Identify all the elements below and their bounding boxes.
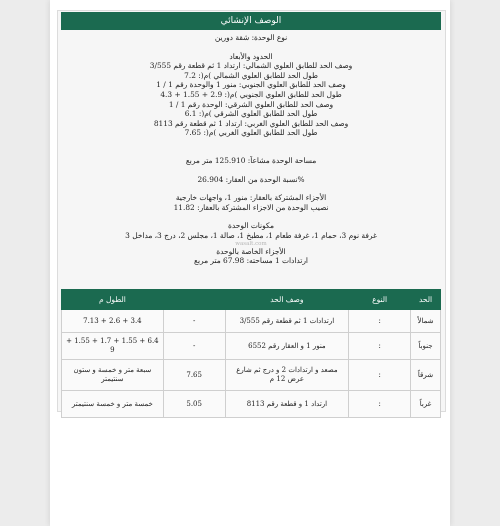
length-cell: 6.4 + 1.55 + 1.7 + 1.55 + 9 — [62, 333, 164, 360]
unit-type-line: نوع الوحدة: شقة دورين — [214, 33, 288, 42]
spacer — [61, 147, 441, 156]
private-parts-line: ارتدادات 1 مساحته: 67.98 متر مربع — [194, 256, 308, 266]
common-parts-line: الأجزاء المشتركة بالعقار: منور 1، واجهات خارجية — [175, 193, 327, 203]
section-title: الوصف الإنشائي — [220, 16, 282, 26]
length-cell: خمسة متر و خمسة سنتيمتر — [62, 391, 164, 418]
type-cell: : — [349, 360, 411, 391]
east-length-line: طول الحد للطابق العلوي الشرقي )م(: 6.1 — [184, 109, 318, 119]
west-length-line: طول الحد للطابق العلوي الغربي )م(: 7.65 — [184, 128, 318, 138]
common-share-line: نصيب الوحدة من الاجزاء المشتركة بالعقار: 11.82 — [173, 202, 329, 212]
watermark: wasalt.com — [235, 240, 267, 247]
description-body — [61, 33, 441, 266]
description-cell: ارتدادات 1 ثم قطعة رقم 3/555 — [225, 310, 349, 333]
components-line: غرفة نوم 3، حمام 1، غرفة طعام 1، مطبخ 1، صالة 1، مجلس 2، درج 3، مداخل 3 — [125, 230, 377, 240]
table-header-row — [62, 290, 441, 310]
value-cell: - — [163, 333, 225, 360]
north-description-line: وصف الحد للطابق العلوي الشمالي: ارتداد 1 ثم قطعة رقم 3/555 — [149, 61, 353, 71]
private-parts-heading: الأجزاء الخاصة بالوحدة — [216, 246, 286, 256]
west-description-line: وصف الحد للطابق العلوي الغربي: ارتداد 1 ثم قطعة رقم 8113 — [153, 118, 349, 128]
spacer — [61, 43, 441, 52]
bound-cell: غرباً — [411, 391, 441, 418]
length-cell: سبعة متر و خمسة و ستون سنتيمتر — [62, 360, 164, 391]
header-bound: الحد — [411, 290, 441, 310]
type-cell: : — [349, 391, 411, 418]
table-row — [62, 360, 441, 391]
header-blank — [163, 290, 225, 310]
spacer — [61, 212, 441, 221]
unit-ratio-line: %نسبة الوحدة من العقار: 26.904 — [197, 174, 305, 184]
value-cell: 7.65 — [163, 360, 225, 391]
header-length: الطول م — [62, 290, 164, 310]
components-heading: مكونات الوحدة — [228, 221, 274, 231]
section-title-bar — [61, 12, 441, 30]
unit-area-line: مساحة الوحدة مشاعاً: 125.910 متر مربع — [185, 155, 317, 165]
bound-cell: جنوباً — [411, 333, 441, 360]
spacer — [61, 166, 441, 175]
table-row — [62, 310, 441, 333]
type-cell: : — [349, 310, 411, 333]
bound-cell: شمالاً — [411, 310, 441, 333]
type-cell: : — [349, 333, 411, 360]
bounds-heading: الحدود والأبعاد — [229, 51, 273, 61]
east-description-line: وصف الحد للطابق العلوي الشرقي: الوحدة رقم 1 / 1 — [168, 99, 334, 109]
spacer — [61, 138, 441, 147]
south-length-line: طول الحد للطابق العلوي الجنوبي )م(: 2.9 + 1.55 + 4.3 — [160, 89, 342, 99]
value-cell: 5.05 — [163, 391, 225, 418]
header-description: وصف الحد — [225, 290, 349, 310]
spacer — [61, 184, 441, 193]
table-row — [62, 391, 441, 418]
header-type: النوع — [349, 290, 411, 310]
length-cell: 3.4 + 2.6 + 7.13 — [62, 310, 164, 333]
value-cell: - — [163, 310, 225, 333]
description-cell: منور 1 و العقار رقم 6552 — [225, 333, 349, 360]
north-length-line: طول الحد للطابق العلوي الشمالي )م(: 7.2 — [184, 70, 318, 80]
description-cell: مصعد و ارتدادات 2 و درج ثم شارع عرض 12 م — [225, 360, 349, 391]
south-description-line: وصف الحد للطابق العلوي الجنوبي: منور 1 والوحدة رقم 1 / 1 — [156, 80, 346, 90]
table-row — [62, 333, 441, 360]
bound-cell: شرقاً — [411, 360, 441, 391]
description-cell: ارتداد 1 و قطعة رقم 8113 — [225, 391, 349, 418]
bounds-table — [61, 289, 441, 418]
